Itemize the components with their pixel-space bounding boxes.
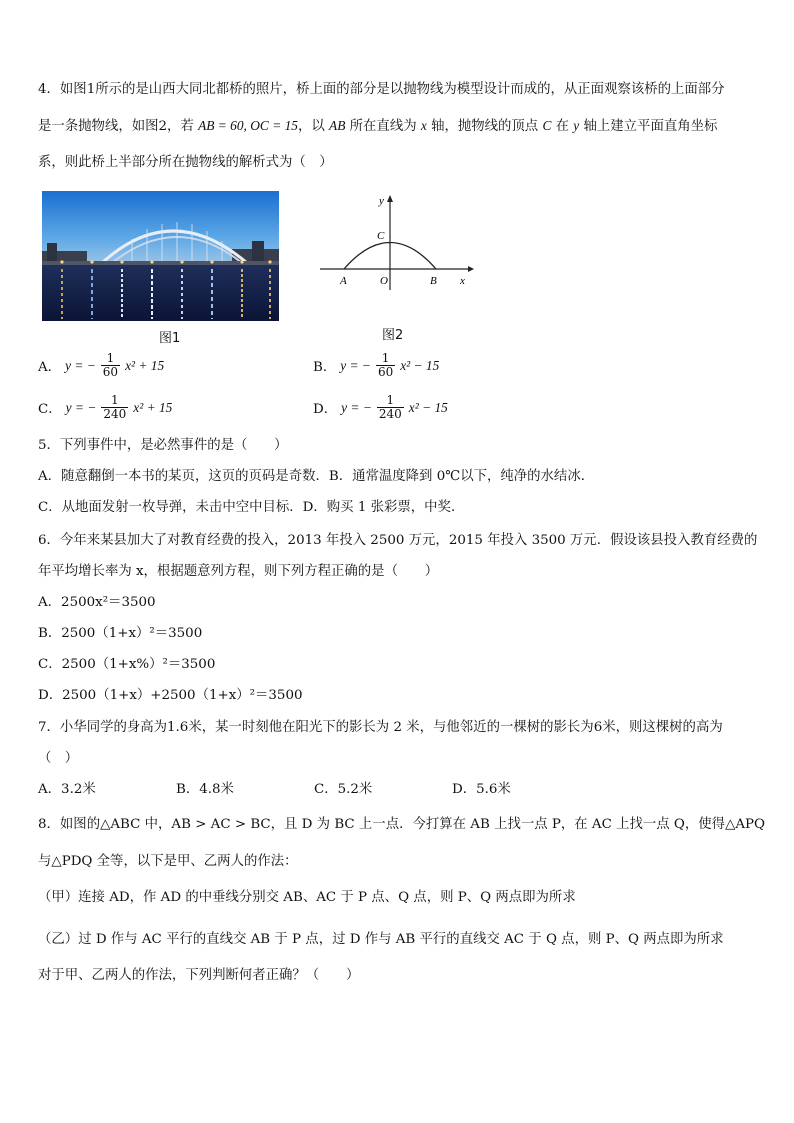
graph-label-c: C xyxy=(377,230,385,242)
q7-option-d: D．5.6米 xyxy=(452,782,511,797)
q8-stem-line2: 与△PDQ 全等，以下是甲、乙两人的作法： xyxy=(38,854,298,869)
q7-option-b: B．4.8米 xyxy=(176,782,234,797)
q6-option-b: B．2500（1+x）²＝3500 xyxy=(38,626,203,641)
q8-method-yi: （乙）过 D 作与 AC 平行的直线交 AB 于 P 点，过 D 作与 AB 平行的直线交 AC 于 Q 点，则 P、Q 两点即为所求 xyxy=(38,932,724,947)
q4-option-d: D． y = − $\frac{1}{240}$ x² − 15 xyxy=(313,393,448,421)
q8-method-jia: （甲）连接 AD，作 AD 的中垂线分别交 AB、AC 于 P 点、Q 点，则 P、Q 两点即为所求 xyxy=(38,890,576,905)
q5-options-ab: A．随意翻倒一本书的某页，这页的页码是奇数．B．通常温度降到 0℃以下，纯净的水结冰． xyxy=(38,469,595,484)
q6-option-c: C．2500（1+x%）²＝3500 xyxy=(38,657,216,672)
q4-stem-line3: 系，则此桥上半部分所在抛物线的解析式为（ ） xyxy=(38,155,333,170)
graph-label-x: x xyxy=(460,275,465,287)
q5-stem: 5．下列事件中，是必然事件的是（ ） xyxy=(38,438,288,453)
q7-option-c: C．5.2米 xyxy=(314,782,373,797)
q7-stem-line2: （ ） xyxy=(38,751,79,766)
figure1-caption: 图1 xyxy=(159,331,181,346)
q6-stem-line2: 年平均增长率为 x，根据题意列方程，则下列方程正确的是（ ） xyxy=(38,564,439,579)
q6-stem-line1: 6．今年来某县加大了对教育经费的投入，2013 年投入 2500 万元，2015 年投入 3500 万元．假设该县投入教育经费的 xyxy=(38,533,758,548)
q4-option-a: A． y = − $\frac{1}{60}$ x² + 15 xyxy=(38,351,165,379)
q6-option-d: D．2500（1+x）+2500（1+x）²＝3500 xyxy=(38,688,303,703)
graph-label-o: O xyxy=(380,275,388,287)
graph-label-a: A xyxy=(340,275,347,287)
q5-options-cd: C．从地面发射一枚导弹，未击中空中目标．D．购买 1 张彩票，中奖． xyxy=(38,500,465,515)
q4-stem-line1: 4．如图1所示的是山西大同北都桥的照片，桥上面的部分是以抛物线为模型设计而成的，从正面观察该桥的上面部分 xyxy=(38,82,725,97)
bridge-photo xyxy=(42,191,279,321)
parabola-graph xyxy=(318,192,478,292)
figure2-caption: 图2 xyxy=(382,328,404,343)
q4-option-b: B． y = − $\frac{1}{60}$ x² − 15 xyxy=(313,351,440,379)
graph-label-b: B xyxy=(430,275,437,287)
q8-stem-line1: 8．如图的△ABC 中，AB > AC > BC，且 D 为 BC 上一点．今打算在 AB 上找一点 P，在 AC 上找一点 Q，使得△APQ xyxy=(38,817,766,832)
q4-stem-line2: 是一条抛物线，如图2，若 AB = 60, OC = 15，以 AB 所在直线为 x 轴，抛物线的顶点 C 在 y 轴上建立平面直角坐标 xyxy=(38,118,718,134)
q7-option-a: A．3.2米 xyxy=(38,782,96,797)
q4-option-c: C． y = − $\frac{1}{240}$ x² + 15 xyxy=(38,393,173,421)
q7-stem-line1: 7．小华同学的身高为1.6米，某一时刻他在阳光下的影长为 2 米，与他邻近的一棵树的影长为6米，则这棵树的高为 xyxy=(38,720,723,735)
q6-option-a: A．2500x²＝3500 xyxy=(38,595,156,610)
graph-label-y: y xyxy=(379,195,384,207)
q8-question: 对于甲、乙两人的作法，下列判断何者正确？（ ） xyxy=(38,968,360,983)
